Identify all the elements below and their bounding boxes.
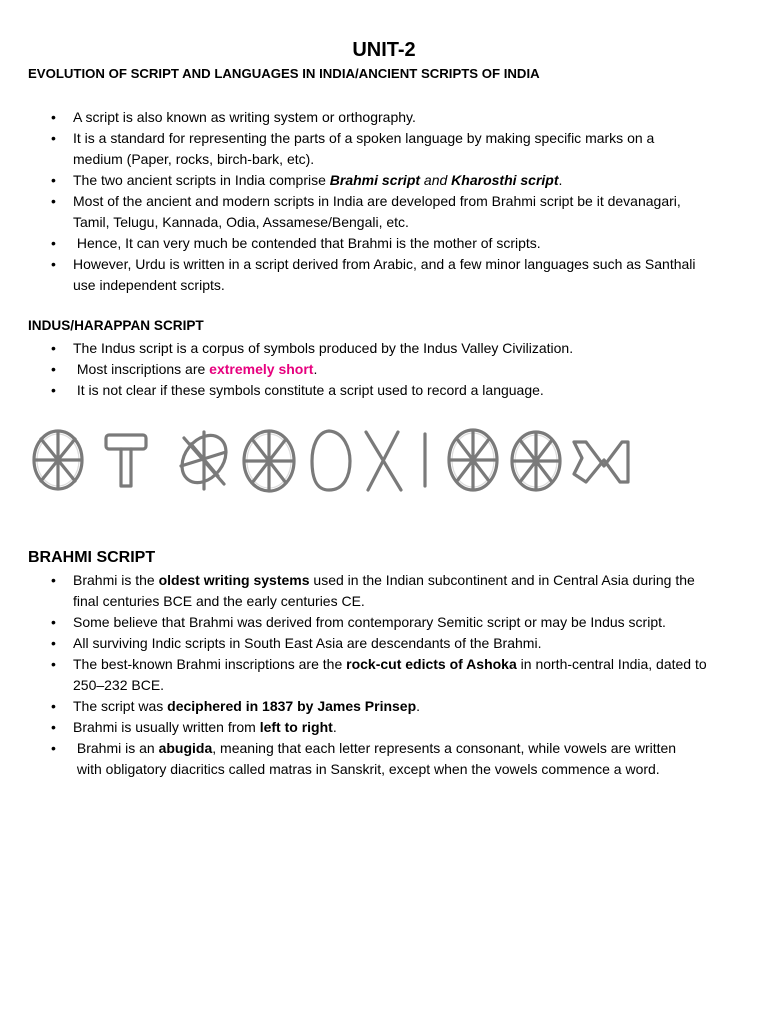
list-item: • It is not clear if these symbols constitute a script used to record a language. [28, 380, 748, 401]
indus-symbol-post [106, 435, 146, 486]
list-item: • The script was deciphered in 1837 by James Prinsep. [28, 696, 748, 717]
bullet-icon: • [51, 572, 56, 588]
list-item: • Brahmi is an abugida, meaning that each letter represents a consonant, while vowels are written with obligatory diacritics called matras in Sanskrit, except when the vowels commence a word. [51, 740, 677, 777]
bullet-icon: • [51, 193, 56, 209]
bullet-icon: • [51, 740, 56, 756]
indus-symbol-zigzag [574, 442, 628, 482]
page-title: UNIT-2 [352, 39, 416, 61]
list-item: • Some believe that Brahmi was derived from contemporary Semitic script or may be Indus script. [28, 612, 748, 633]
page-subtitle: EVOLUTION OF SCRIPT AND LANGUAGES IN INDIA/ANCIENT SCRIPTS OF INDIA [28, 66, 540, 81]
indus-symbols-illustration [26, 424, 636, 496]
bullet-icon: • [51, 635, 56, 651]
bullet-icon: • [51, 614, 56, 630]
brahmi-heading: BRAHMI SCRIPT [28, 549, 156, 566]
list-item: • Brahmi is usually written from left to right. [28, 717, 748, 738]
list-item: • Most of the ancient and modern scripts in India are developed from Brahmi script be it devanagari, Tamil, Telugu, Kannada, Odia, Assamese/Bengali, etc. [51, 193, 681, 230]
indus-symbol-wheel [449, 430, 497, 490]
bullet-icon: • [51, 361, 56, 377]
indus-symbol-oval [312, 431, 350, 490]
list-item: • Hence, It can very much be contended that Brahmi is the mother of scripts. [28, 233, 748, 254]
list-item: • Most inscriptions are extremely short. [28, 359, 748, 380]
bullet-icon: • [51, 130, 56, 146]
list-item: • Brahmi is the oldest writing systems used in the Indian subcontinent and in Central Asia during the final centuries BCE and the early centuries CE. [51, 572, 695, 609]
indus-symbol-wheel [34, 431, 82, 489]
brahmi-bullet-list [28, 570, 748, 780]
indus-symbol-fish [173, 427, 235, 491]
bullet-icon: • [51, 656, 56, 672]
bullet-icon: • [51, 109, 56, 125]
bullet-icon: • [51, 172, 56, 188]
list-item: • However, Urdu is written in a script derived from Arabic, and a few minor languages such as Santhali use independent scripts. [51, 256, 696, 293]
indus-symbol-cross [366, 432, 401, 490]
list-item: • The best-known Brahmi inscriptions are the rock-cut edicts of Ashoka in north-central India, dated to 250–232 BCE. [51, 656, 707, 693]
bullet-icon: • [51, 256, 56, 272]
indus-symbol-wheel [244, 431, 294, 491]
bullet-icon: • [51, 382, 56, 398]
list-item: • The two ancient scripts in India comprise Brahmi script and Kharosthi script. [28, 170, 748, 191]
list-item: • A script is also known as writing system or orthography. [28, 107, 748, 128]
list-item: • It is a standard for representing the parts of a spoken language by making specific marks on a medium (Paper, rocks, birch-bark, etc). [51, 130, 655, 167]
bullet-icon: • [51, 719, 56, 735]
bullet-icon: • [51, 235, 56, 251]
highlighted-text: extremely short [209, 361, 314, 377]
bullet-icon: • [51, 340, 56, 356]
indus-bullet-list [28, 338, 748, 401]
list-item: • The Indus script is a corpus of symbols produced by the Indus Valley Civilization. [28, 338, 748, 359]
indus-heading: INDUS/HARAPPAN SCRIPT [28, 318, 204, 333]
indus-symbol-wheel [512, 432, 560, 490]
list-item: • All surviving Indic scripts in South East Asia are descendants of the Brahmi. [28, 633, 748, 654]
bullet-icon: • [51, 698, 56, 714]
intro-bullet-list [28, 107, 748, 296]
